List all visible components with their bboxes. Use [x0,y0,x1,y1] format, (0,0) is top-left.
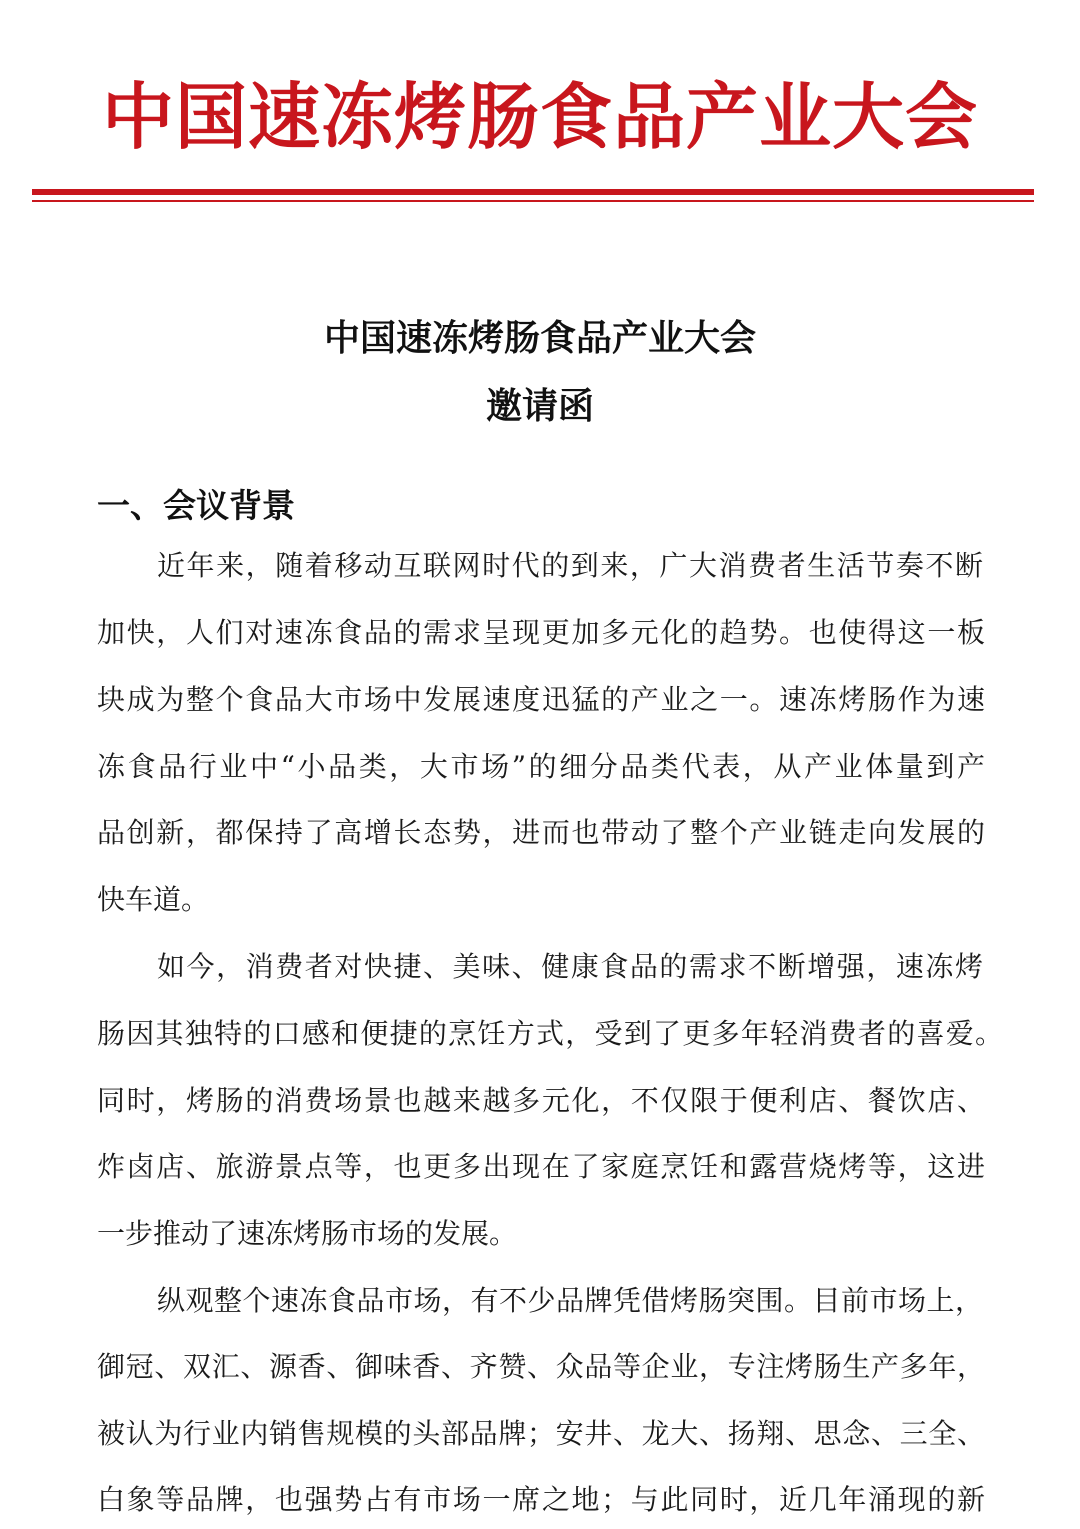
paragraph-line: 肠因其独特的口感和便捷的烹饪方式，受到了更多年轻消费者的喜爱。 [97,1017,1003,1050]
paragraph-line: 加快，人们对速冻食品的需求呈现更加多元化的趋势。也使得这一板 [97,616,985,649]
paragraph-line: 炸卤店、旅游景点等，也更多出现在了家庭烹饪和露营烧烤等，这进 [97,1150,985,1183]
paragraph-line: 纵观整个速冻食品市场，有不少品牌凭借烤肠突围。目前市场上， [157,1284,983,1317]
paragraph-line: 快车道。 [97,883,210,916]
paragraph-line: 如今，消费者对快捷、美味、健康食品的需求不断增强，速冻烤 [157,950,983,983]
paragraph-line: 白象等品牌，也强势占有市场一席之地；与此同时，近几年涌现的新 [97,1483,985,1516]
section-heading: 一、会议背景 [97,486,295,525]
paragraph-line: 被认为行业内销售规模的头部品牌；安井、龙大、扬翔、思念、三全、 [97,1417,985,1450]
paragraph-line: 冻食品行业中“小品类，大市场”的细分品类代表，从产业体量到产 [97,750,985,783]
banner-title: 中国速冻烤肠食品产业大会 [101,74,978,159]
paragraph-line: 品创新，都保持了高增长态势，进而也带动了整个产业链走向发展的 [97,816,985,849]
paragraph-line: 一步推动了速冻烤肠市场的发展。 [97,1217,518,1250]
paragraph-line: 近年来，随着移动互联网时代的到来，广大消费者生活节奏不断 [157,549,983,582]
paragraph-line: 御冠、双汇、源香、御味香、齐赞、众品等企业，专注烤肠生产多年， [97,1350,985,1383]
document-subtitle: 邀请函 [485,386,594,427]
paragraph-line: 块成为整个食品大市场中发展速度迅猛的产业之一。速冻烤肠作为速 [97,683,985,716]
header-divider-thick [32,189,1034,195]
header-divider-thin [32,200,1034,202]
paragraph-line: 同时，烤肠的消费场景也越来越多元化，不仅限于便利店、餐饮店、 [97,1084,985,1117]
document-title: 中国速冻烤肠食品产业大会 [323,318,756,359]
